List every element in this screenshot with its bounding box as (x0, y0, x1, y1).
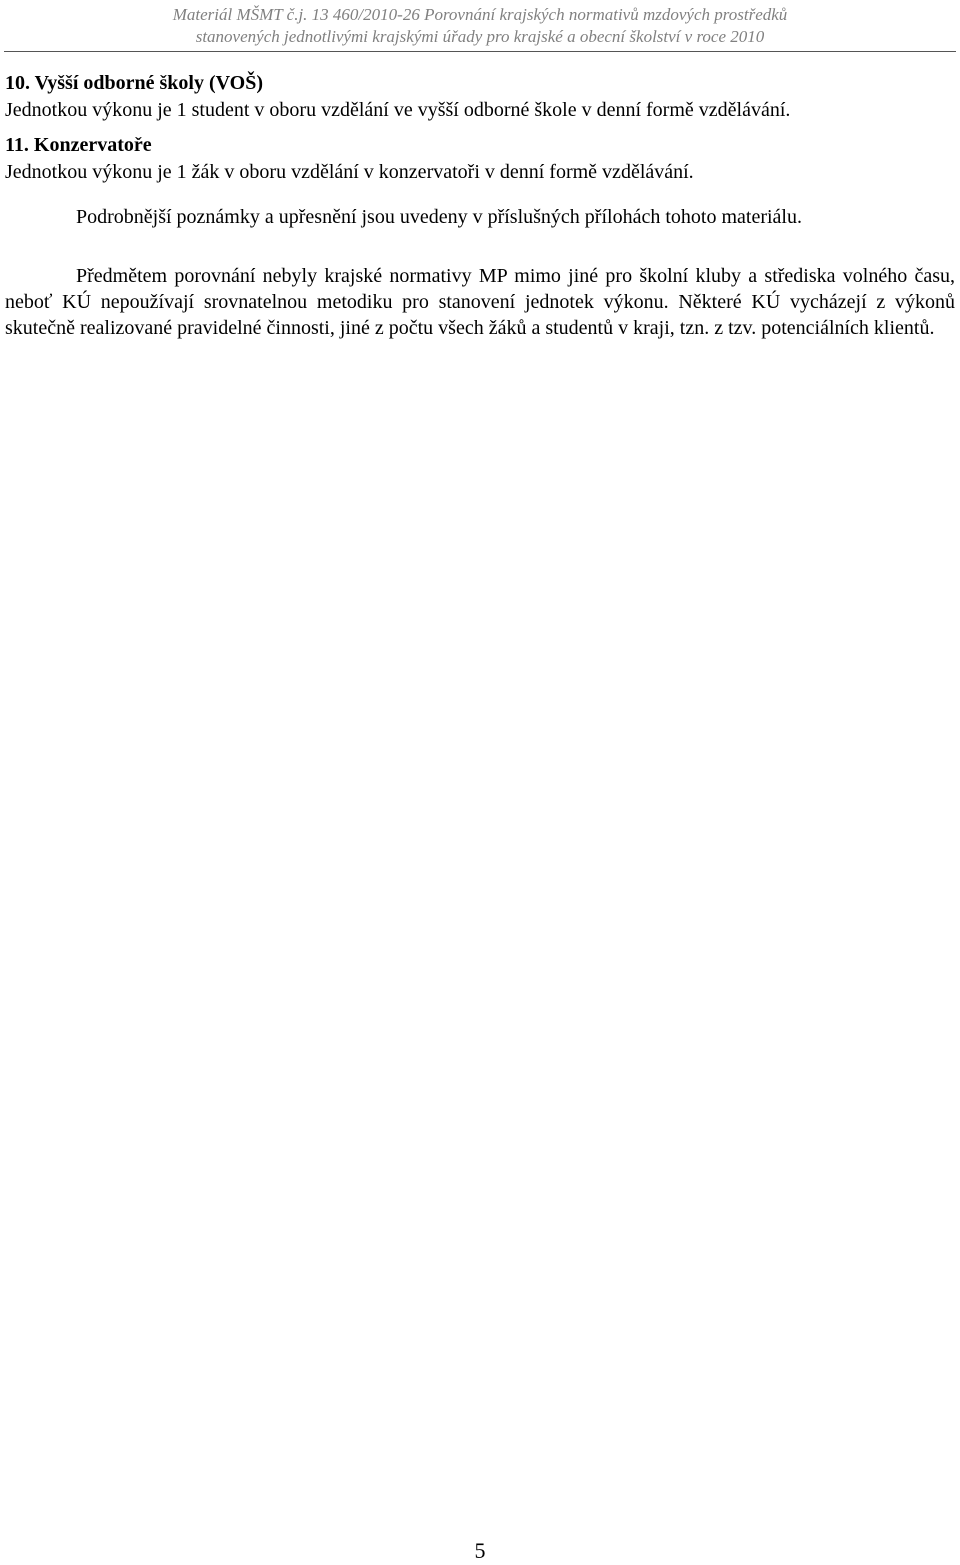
page-number: 5 (474, 1538, 486, 1563)
section-heading-vos: 10. Vyšší odborné školy (VOŠ) (5, 72, 263, 94)
section-text-konzervatore: Jednotkou výkonu je 1 žák v oboru vzdělání v konzervatoři v denní formě vzdělávání. (5, 161, 694, 183)
header-line-2: stanovených jednotlivými krajskými úřady pro krajské a obecní školství v roce 2010 (195, 27, 765, 46)
header-divider (4, 51, 956, 52)
header-line-1: Materiál MŠMT č.j. 13 460/2010-26 Porovnání krajských normativů mzdových prostředků (172, 5, 788, 24)
paragraph-notes: Podrobnější poznámky a upřesnění jsou uvedeny v příslušných přílohách tohoto materiálu. (76, 206, 802, 228)
section-heading-konzervatore: 11. Konzervatoře (5, 134, 152, 156)
section-text-vos: Jednotkou výkonu je 1 student v oboru vzdělání ve vyšší odborné škole v denní formě vzdělávání. (5, 99, 791, 121)
page-header (0, 4, 960, 48)
document-body (5, 70, 955, 341)
section-spacer (5, 124, 955, 132)
paragraph-comparison-scope: Předmětem porovnání nebyly krajské normativy MP mimo jiné pro školní kluby a střediska volného času, neboť KÚ nepoužívají srovnatelnou metodiku pro stanovení jednotek výkonu. Některé KÚ vycházejí z výkonů skutečně realizované pravidelné činnosti, jiné z počtu všech žáků a studentů v kraji, tzn. z tzv. potenciálních klientů. (5, 265, 955, 339)
